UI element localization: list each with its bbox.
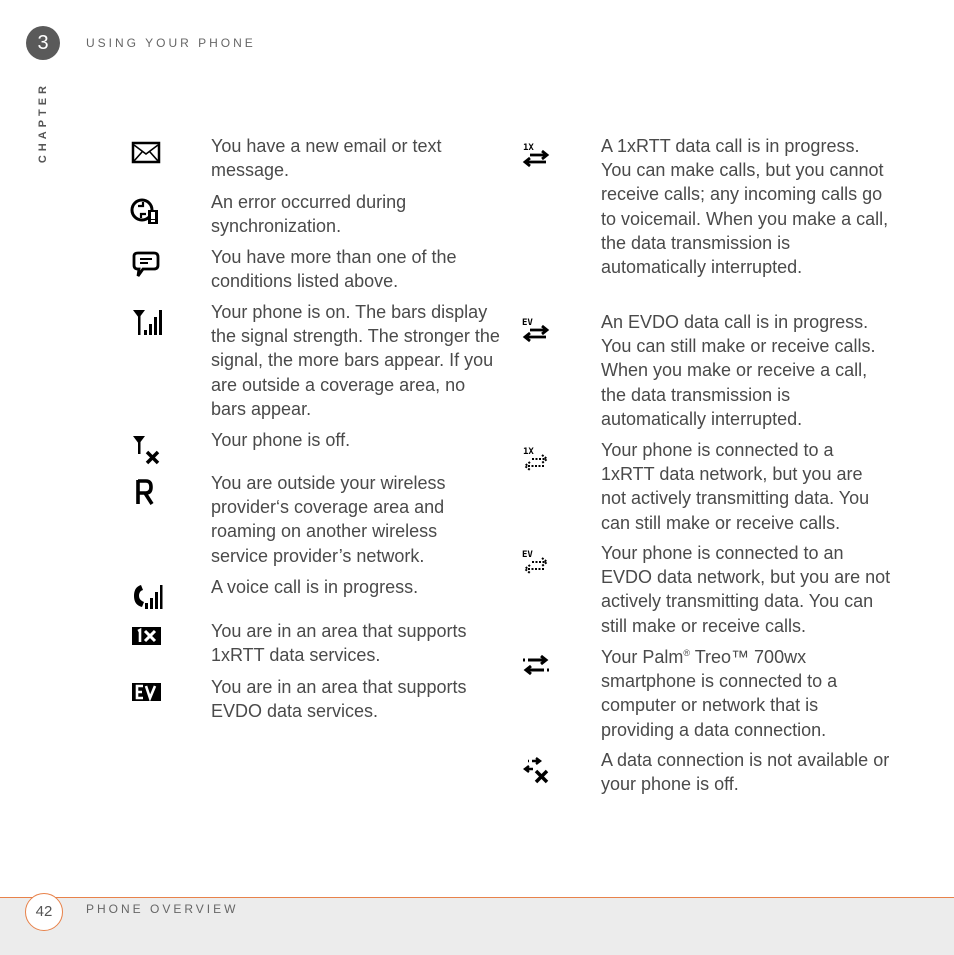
data-connection-icon	[520, 650, 552, 682]
1x-area-icon	[130, 622, 162, 654]
1x-connected-description: Your phone is connected to a 1xRTT data network, but you are not actively transmitting data. You can still make or receive calls.	[601, 440, 870, 533]
running-head: USING YOUR PHONE	[86, 36, 256, 50]
ev-data-call-icon	[520, 315, 552, 347]
no-data-connection-icon	[520, 753, 552, 785]
speech-bubble-icon	[130, 250, 162, 282]
sync-error-icon	[130, 196, 162, 228]
voice-call-description: A voice call is in progress.	[211, 577, 419, 597]
data-connection-description	[601, 645, 891, 742]
data-connection-text-before: Your Palm	[601, 647, 684, 667]
ev-data-call-description: An EVDO data call is in progress. You can still make or receive calls. When you make or receive a call, the data transmission is automatically interrupted.	[601, 312, 876, 429]
sync-error-description: An error occurred during synchronization.	[211, 192, 407, 237]
page-number: 42	[25, 893, 63, 931]
envelope-description: You have a new email or text message.	[211, 136, 442, 181]
svg-text:1X: 1X	[523, 143, 534, 153]
ev-connected-description: Your phone is connected to an EVDO data network, but you are not actively transmitting data. You can still make or receive calls.	[601, 543, 891, 636]
1x-data-call-icon	[520, 140, 552, 172]
phone-off-icon	[131, 434, 163, 466]
signal-bars-description: Your phone is on. The bars display the signal strength. The stronger the signal, the more bars appear. If you are outside a coverage area, no bars appear.	[211, 302, 500, 419]
registered-mark: ®	[683, 648, 691, 658]
svg-text:1X: 1X	[523, 447, 534, 457]
voice-call-icon	[131, 581, 163, 613]
chapter-number-badge: 3	[26, 26, 60, 60]
chapter-label: CHAPTER	[37, 82, 49, 164]
ev-area-icon	[130, 678, 162, 710]
svg-text:EV: EV	[522, 550, 533, 560]
1x-connected-icon	[520, 444, 552, 476]
no-data-connection-description: A data connection is not available or your phone is off.	[601, 750, 890, 795]
data-connection-text-after: Treo™ 700wx smartphone is connected to a computer or network that is providing a data connection.	[601, 647, 838, 740]
ev-area-description: You are in an area that supports EVDO data services.	[211, 677, 467, 722]
signal-bars-icon	[131, 307, 163, 339]
phone-off-description: Your phone is off.	[211, 430, 351, 450]
svg-text:EV: EV	[522, 318, 533, 328]
1x-area-description: You are in an area that supports 1xRTT data services.	[211, 621, 467, 666]
ev-connected-icon	[520, 547, 552, 579]
footer-section-title: PHONE OVERVIEW	[86, 902, 239, 916]
roaming-icon	[131, 476, 163, 508]
roaming-description: You are outside your wireless provider‘s coverage area and roaming on another wireless service provider’s network.	[211, 473, 446, 566]
speech-bubble-description: You have more than one of the conditions listed above.	[211, 247, 457, 292]
1x-data-call-description: A 1xRTT data call is in progress. You can make calls, but you cannot receive calls; any incoming calls go to voicemail. When you make a call, the data transmission is automatically interrupted.	[601, 136, 889, 278]
envelope-icon	[130, 139, 162, 171]
